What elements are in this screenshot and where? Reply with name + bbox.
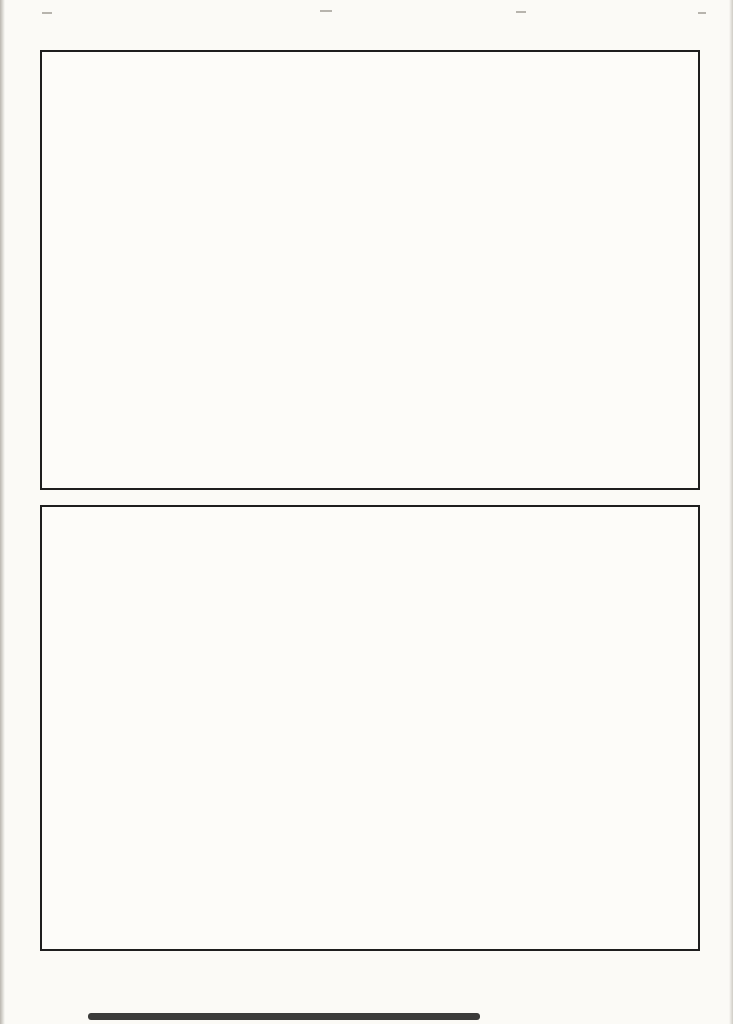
scan-artifact [320, 10, 332, 12]
scan-edge-right [729, 0, 733, 1024]
roster-table-bottom [40, 505, 700, 951]
scan-artifact [698, 12, 706, 14]
scan-smudge [88, 1013, 480, 1020]
scan-artifact [42, 12, 52, 14]
scan-artifact [516, 11, 526, 13]
roster-table-top [40, 50, 700, 490]
scan-edge-left [0, 0, 5, 1024]
